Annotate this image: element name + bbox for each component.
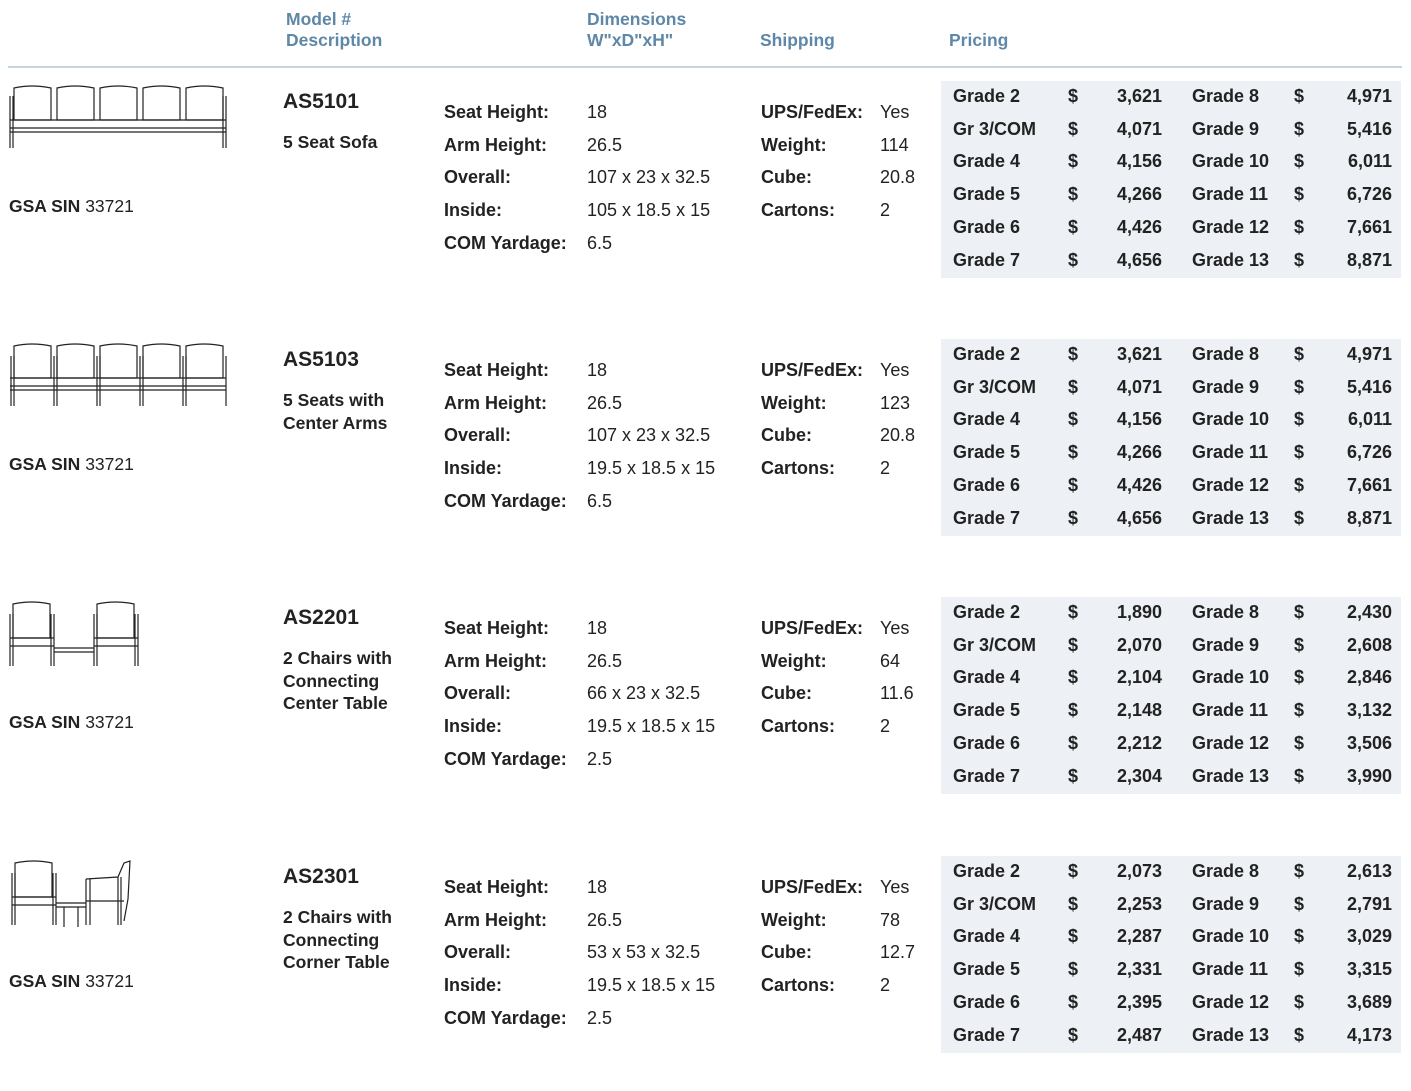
grade-price: 4,971 bbox=[1346, 344, 1392, 364]
grade-price: 2,287 bbox=[1116, 926, 1162, 947]
grade-label: Grade 5 bbox=[953, 959, 1021, 980]
currency-symbol: $ bbox=[1294, 442, 1305, 463]
currency-symbol: $ bbox=[1068, 474, 1079, 495]
currency-symbol: $ bbox=[1294, 344, 1305, 364]
gsa-sin-value: 33721 bbox=[85, 712, 134, 732]
product-illustration bbox=[8, 859, 228, 934]
product-description: 5 Seats with Center Arms bbox=[283, 390, 388, 433]
grade-price: 3,990 bbox=[1346, 765, 1392, 786]
grade-price: 4,656 bbox=[1116, 507, 1162, 528]
shipping-value: 78 bbox=[880, 909, 901, 930]
gsa-sin-label: GSA SIN bbox=[9, 196, 81, 216]
gsa-sin-value: 33721 bbox=[85, 971, 134, 991]
grade-price: 2,148 bbox=[1116, 700, 1162, 721]
header-dimensions bbox=[587, 9, 686, 51]
dimension-label: Overall: bbox=[444, 942, 512, 963]
pricing-table bbox=[941, 856, 1401, 1053]
grade-label: Grade 6 bbox=[953, 732, 1021, 753]
grade-label: Grade 13 bbox=[1192, 249, 1270, 270]
currency-symbol: $ bbox=[1068, 732, 1079, 753]
grade-label: Grade 5 bbox=[953, 442, 1021, 463]
currency-symbol: $ bbox=[1068, 151, 1079, 172]
grade-price: 6,726 bbox=[1346, 442, 1392, 463]
dimension-value: 18 bbox=[587, 102, 608, 122]
dimension-label: Seat Height: bbox=[444, 618, 550, 638]
grade-price: 2,487 bbox=[1116, 1024, 1162, 1045]
grade-label: Grade 2 bbox=[953, 602, 1021, 622]
pricing-table bbox=[941, 597, 1401, 794]
dimension-label: Seat Height: bbox=[444, 360, 550, 380]
grade-label: Grade 9 bbox=[1192, 893, 1260, 914]
grade-label: Grade 8 bbox=[1192, 344, 1260, 364]
shipping-label: UPS/FedEx: bbox=[761, 102, 864, 122]
gsa-sin-label: GSA SIN bbox=[9, 454, 81, 474]
grade-label: Grade 11 bbox=[1192, 442, 1269, 463]
grade-price: 2,613 bbox=[1346, 861, 1392, 881]
grade-price: 2,791 bbox=[1346, 893, 1392, 914]
currency-symbol: $ bbox=[1294, 86, 1305, 106]
dimension-value: 6.5 bbox=[587, 232, 613, 253]
shipping-label: Cartons: bbox=[761, 458, 836, 479]
currency-symbol: $ bbox=[1294, 991, 1305, 1012]
shipping-label: Cube: bbox=[761, 683, 812, 704]
dimension-label: Overall: bbox=[444, 425, 512, 446]
dimension-value: 105 x 18.5 x 15 bbox=[587, 200, 711, 221]
product-section bbox=[0, 344, 1411, 574]
grade-label: Grade 4 bbox=[953, 409, 1021, 430]
dimension-label: Inside: bbox=[444, 200, 503, 221]
shipping-value: 123 bbox=[880, 392, 911, 413]
currency-symbol: $ bbox=[1068, 86, 1079, 106]
shipping-value: 12.7 bbox=[880, 942, 916, 963]
grade-price: 8,871 bbox=[1346, 249, 1392, 270]
currency-symbol: $ bbox=[1068, 184, 1079, 205]
gsa-sin bbox=[9, 196, 134, 217]
model-number: AS2201 bbox=[283, 606, 359, 629]
grade-price: 4,426 bbox=[1116, 216, 1162, 237]
currency-symbol: $ bbox=[1294, 474, 1305, 495]
grade-label: Grade 5 bbox=[953, 700, 1021, 721]
grade-price: 4,156 bbox=[1116, 409, 1162, 430]
currency-symbol: $ bbox=[1294, 926, 1305, 947]
dimension-value: 18 bbox=[587, 877, 608, 897]
dimension-label: Seat Height: bbox=[444, 877, 550, 897]
grade-label: Grade 6 bbox=[953, 474, 1021, 495]
shipping-value: 11.6 bbox=[880, 683, 914, 704]
dimension-label: Arm Height: bbox=[444, 392, 547, 413]
currency-symbol: $ bbox=[1294, 959, 1305, 980]
dimension-value: 107 x 23 x 32.5 bbox=[587, 167, 711, 188]
currency-symbol: $ bbox=[1068, 442, 1079, 463]
grade-label: Grade 5 bbox=[953, 184, 1021, 205]
grade-price: 2,304 bbox=[1116, 765, 1162, 786]
header-model-label: Model # bbox=[286, 9, 352, 29]
currency-symbol: $ bbox=[1294, 409, 1305, 430]
currency-symbol: $ bbox=[1068, 118, 1079, 139]
grade-price: 7,661 bbox=[1346, 216, 1392, 237]
grade-label: Grade 10 bbox=[1192, 409, 1270, 430]
dimension-label: Overall: bbox=[444, 683, 512, 704]
currency-symbol: $ bbox=[1068, 959, 1079, 980]
grade-label: Grade 7 bbox=[953, 1024, 1021, 1045]
gsa-sin-label: GSA SIN bbox=[9, 971, 81, 991]
dimension-value: 2.5 bbox=[587, 748, 613, 769]
product-illustration bbox=[8, 84, 228, 159]
currency-symbol: $ bbox=[1294, 861, 1305, 881]
grade-label: Gr 3/COM bbox=[953, 893, 1037, 914]
grade-label: Grade 12 bbox=[1192, 216, 1270, 237]
grade-price: 1,890 bbox=[1116, 602, 1162, 622]
shipping-label: UPS/FedEx: bbox=[761, 360, 864, 380]
grade-label: Grade 6 bbox=[953, 216, 1021, 237]
product-section bbox=[0, 602, 1411, 832]
grade-label: Grade 9 bbox=[1192, 118, 1260, 139]
grade-price: 4,426 bbox=[1116, 474, 1162, 495]
grade-price: 3,621 bbox=[1116, 86, 1162, 106]
currency-symbol: $ bbox=[1068, 765, 1079, 786]
grade-price: 6,726 bbox=[1346, 184, 1392, 205]
dimension-label: Inside: bbox=[444, 975, 503, 996]
grade-label: Grade 12 bbox=[1192, 732, 1270, 753]
shipping-label: Cube: bbox=[761, 167, 812, 188]
currency-symbol: $ bbox=[1068, 216, 1079, 237]
grade-label: Grade 10 bbox=[1192, 926, 1270, 947]
product-illustration bbox=[8, 342, 228, 417]
grade-label: Grade 2 bbox=[953, 861, 1021, 881]
shipping-label: Weight: bbox=[761, 134, 827, 155]
gsa-sin-value: 33721 bbox=[85, 196, 134, 216]
currency-symbol: $ bbox=[1068, 409, 1079, 430]
grade-price: 2,253 bbox=[1116, 893, 1162, 914]
dimension-label: COM Yardage: bbox=[444, 748, 567, 769]
dimension-value: 26.5 bbox=[587, 392, 623, 413]
header-divider bbox=[8, 66, 1402, 68]
shipping-value: 20.8 bbox=[880, 167, 916, 188]
grade-price: 6,011 bbox=[1347, 409, 1392, 430]
grade-price: 2,846 bbox=[1346, 667, 1392, 688]
grade-price: 8,871 bbox=[1346, 507, 1392, 528]
product-description: 2 Chairs with Connecting Corner Table bbox=[283, 907, 392, 972]
dimension-value: 19.5 x 18.5 x 15 bbox=[587, 975, 716, 996]
grade-price: 3,506 bbox=[1346, 732, 1392, 753]
product-description: 2 Chairs with Connecting Center Table bbox=[283, 648, 392, 713]
shipping-label: Cartons: bbox=[761, 200, 836, 221]
dimension-label: COM Yardage: bbox=[444, 1007, 567, 1028]
shipping-value: 114 bbox=[880, 134, 909, 155]
currency-symbol: $ bbox=[1294, 667, 1305, 688]
shipping-label: Weight: bbox=[761, 909, 827, 930]
currency-symbol: $ bbox=[1068, 893, 1079, 914]
header-pricing: Pricing bbox=[949, 30, 1009, 50]
shipping-value: 2 bbox=[880, 975, 891, 996]
grade-price: 4,971 bbox=[1346, 86, 1392, 106]
model-number: AS5101 bbox=[283, 90, 359, 113]
grade-label: Grade 9 bbox=[1192, 376, 1260, 397]
shipping-label: UPS/FedEx: bbox=[761, 618, 864, 638]
grade-price: 2,212 bbox=[1116, 732, 1162, 753]
grade-label: Grade 9 bbox=[1192, 634, 1260, 655]
grade-price: 4,266 bbox=[1116, 442, 1162, 463]
grade-price: 4,156 bbox=[1116, 151, 1162, 172]
currency-symbol: $ bbox=[1068, 249, 1079, 270]
grade-label: Grade 2 bbox=[953, 86, 1021, 106]
grade-price: 6,011 bbox=[1347, 151, 1392, 172]
grade-price: 2,331 bbox=[1116, 959, 1162, 980]
product-illustration bbox=[8, 600, 228, 675]
model-number: AS2301 bbox=[283, 865, 359, 888]
gsa-sin bbox=[9, 454, 134, 475]
currency-symbol: $ bbox=[1068, 926, 1079, 947]
pricing-table bbox=[941, 81, 1401, 278]
currency-symbol: $ bbox=[1068, 700, 1079, 721]
shipping-label: Cube: bbox=[761, 425, 812, 446]
grade-price: 2,395 bbox=[1116, 991, 1162, 1012]
grade-price: 2,430 bbox=[1346, 602, 1392, 622]
currency-symbol: $ bbox=[1068, 634, 1079, 655]
currency-symbol: $ bbox=[1294, 249, 1305, 270]
dimension-value: 18 bbox=[587, 618, 608, 638]
header-description-label: Description bbox=[286, 30, 383, 50]
shipping-value: Yes bbox=[880, 102, 910, 122]
grade-price: 4,071 bbox=[1116, 118, 1162, 139]
dimension-value: 19.5 x 18.5 x 15 bbox=[587, 458, 716, 479]
header-dimensions-label: Dimensions bbox=[587, 9, 687, 29]
grade-label: Grade 13 bbox=[1192, 507, 1270, 528]
shipping-value: Yes bbox=[880, 877, 910, 897]
gsa-sin bbox=[9, 971, 134, 992]
dimension-value: 26.5 bbox=[587, 650, 623, 671]
dimension-value: 18 bbox=[587, 360, 608, 380]
dimension-value: 26.5 bbox=[587, 909, 623, 930]
currency-symbol: $ bbox=[1068, 861, 1079, 881]
model-number: AS5103 bbox=[283, 348, 359, 371]
grade-label: Grade 4 bbox=[953, 926, 1021, 947]
header-dimensions-units: W"xD"xH" bbox=[587, 30, 674, 50]
grade-label: Grade 7 bbox=[953, 765, 1021, 786]
shipping-value: 2 bbox=[880, 716, 891, 737]
grade-label: Grade 13 bbox=[1192, 765, 1270, 786]
grade-label: Grade 11 bbox=[1192, 184, 1269, 205]
grade-price: 3,029 bbox=[1346, 926, 1392, 947]
grade-label: Grade 4 bbox=[953, 151, 1021, 172]
grade-label: Grade 12 bbox=[1192, 991, 1270, 1012]
shipping-label: Weight: bbox=[761, 392, 827, 413]
currency-symbol: $ bbox=[1294, 732, 1305, 753]
currency-symbol: $ bbox=[1068, 667, 1079, 688]
shipping-label: Cartons: bbox=[761, 716, 836, 737]
grade-price: 2,070 bbox=[1116, 634, 1162, 655]
grade-price: 5,416 bbox=[1346, 376, 1392, 397]
grade-label: Grade 11 bbox=[1192, 959, 1269, 980]
grade-label: Grade 10 bbox=[1192, 667, 1270, 688]
currency-symbol: $ bbox=[1068, 1024, 1079, 1045]
shipping-label: Weight: bbox=[761, 650, 827, 671]
currency-symbol: $ bbox=[1068, 991, 1079, 1012]
currency-symbol: $ bbox=[1294, 507, 1305, 528]
grade-label: Grade 11 bbox=[1192, 700, 1269, 721]
gsa-sin-label: GSA SIN bbox=[9, 712, 81, 732]
dimension-value: 2.5 bbox=[587, 1007, 613, 1028]
grade-price: 4,071 bbox=[1116, 376, 1162, 397]
grade-label: Grade 8 bbox=[1192, 861, 1260, 881]
grade-label: Grade 13 bbox=[1192, 1024, 1270, 1045]
grade-label: Grade 4 bbox=[953, 667, 1021, 688]
product-section bbox=[0, 861, 1411, 1091]
dimension-value: 66 x 23 x 32.5 bbox=[587, 683, 701, 704]
currency-symbol: $ bbox=[1068, 602, 1079, 622]
shipping-value: 64 bbox=[880, 650, 901, 671]
dimension-value: 19.5 x 18.5 x 15 bbox=[587, 716, 716, 737]
grade-price: 3,689 bbox=[1346, 991, 1392, 1012]
dimension-value: 107 x 23 x 32.5 bbox=[587, 425, 711, 446]
header-shipping: Shipping bbox=[760, 30, 835, 50]
grade-price: 2,073 bbox=[1116, 861, 1162, 881]
grade-label: Grade 6 bbox=[953, 991, 1021, 1012]
dimension-label: COM Yardage: bbox=[444, 490, 567, 511]
dimension-label: Seat Height: bbox=[444, 102, 550, 122]
grade-label: Grade 2 bbox=[953, 344, 1021, 364]
currency-symbol: $ bbox=[1294, 151, 1305, 172]
dimension-label: Inside: bbox=[444, 458, 503, 479]
dimension-label: Arm Height: bbox=[444, 909, 547, 930]
shipping-value: Yes bbox=[880, 360, 910, 380]
grade-price: 5,416 bbox=[1346, 118, 1392, 139]
shipping-label: Cartons: bbox=[761, 975, 836, 996]
dimension-value: 26.5 bbox=[587, 134, 623, 155]
currency-symbol: $ bbox=[1294, 216, 1305, 237]
currency-symbol: $ bbox=[1294, 184, 1305, 205]
dimension-label: COM Yardage: bbox=[444, 232, 567, 253]
shipping-value: 2 bbox=[880, 458, 891, 479]
grade-label: Grade 10 bbox=[1192, 151, 1270, 172]
pricing-table bbox=[941, 339, 1401, 536]
currency-symbol: $ bbox=[1294, 118, 1305, 139]
currency-symbol: $ bbox=[1068, 344, 1079, 364]
grade-price: 3,132 bbox=[1346, 700, 1392, 721]
header-model bbox=[286, 9, 382, 51]
currency-symbol: $ bbox=[1294, 700, 1305, 721]
dimension-label: Overall: bbox=[444, 167, 512, 188]
grade-label: Grade 8 bbox=[1192, 86, 1260, 106]
product-description: 5 Seat Sofa bbox=[283, 132, 378, 152]
grade-label: Grade 12 bbox=[1192, 474, 1270, 495]
currency-symbol: $ bbox=[1068, 507, 1079, 528]
currency-symbol: $ bbox=[1294, 1024, 1305, 1045]
currency-symbol: $ bbox=[1294, 602, 1305, 622]
grade-price: 2,608 bbox=[1346, 634, 1392, 655]
currency-symbol: $ bbox=[1294, 893, 1305, 914]
grade-price: 4,173 bbox=[1346, 1024, 1392, 1045]
dimension-value: 6.5 bbox=[587, 490, 613, 511]
grade-price: 4,656 bbox=[1116, 249, 1162, 270]
dimension-label: Arm Height: bbox=[444, 134, 547, 155]
grade-price: 7,661 bbox=[1346, 474, 1392, 495]
shipping-label: Cube: bbox=[761, 942, 812, 963]
shipping-value: Yes bbox=[880, 618, 910, 638]
grade-label: Gr 3/COM bbox=[953, 376, 1037, 397]
dimension-value: 53 x 53 x 32.5 bbox=[587, 942, 701, 963]
shipping-value: 2 bbox=[880, 200, 891, 221]
product-section bbox=[0, 86, 1411, 316]
grade-label: Gr 3/COM bbox=[953, 118, 1037, 139]
currency-symbol: $ bbox=[1068, 376, 1079, 397]
grade-label: Gr 3/COM bbox=[953, 634, 1037, 655]
currency-symbol: $ bbox=[1294, 634, 1305, 655]
grade-label: Grade 7 bbox=[953, 249, 1021, 270]
dimension-label: Arm Height: bbox=[444, 650, 547, 671]
currency-symbol: $ bbox=[1294, 376, 1305, 397]
grade-label: Grade 7 bbox=[953, 507, 1021, 528]
shipping-label: UPS/FedEx: bbox=[761, 877, 864, 897]
gsa-sin bbox=[9, 712, 134, 733]
gsa-sin-value: 33721 bbox=[85, 454, 134, 474]
grade-price: 4,266 bbox=[1116, 184, 1162, 205]
grade-price: 2,104 bbox=[1116, 667, 1162, 688]
grade-price: 3,315 bbox=[1346, 959, 1392, 980]
currency-symbol: $ bbox=[1294, 765, 1305, 786]
grade-price: 3,621 bbox=[1116, 344, 1162, 364]
shipping-value: 20.8 bbox=[880, 425, 916, 446]
dimension-label: Inside: bbox=[444, 716, 503, 737]
grade-label: Grade 8 bbox=[1192, 602, 1260, 622]
